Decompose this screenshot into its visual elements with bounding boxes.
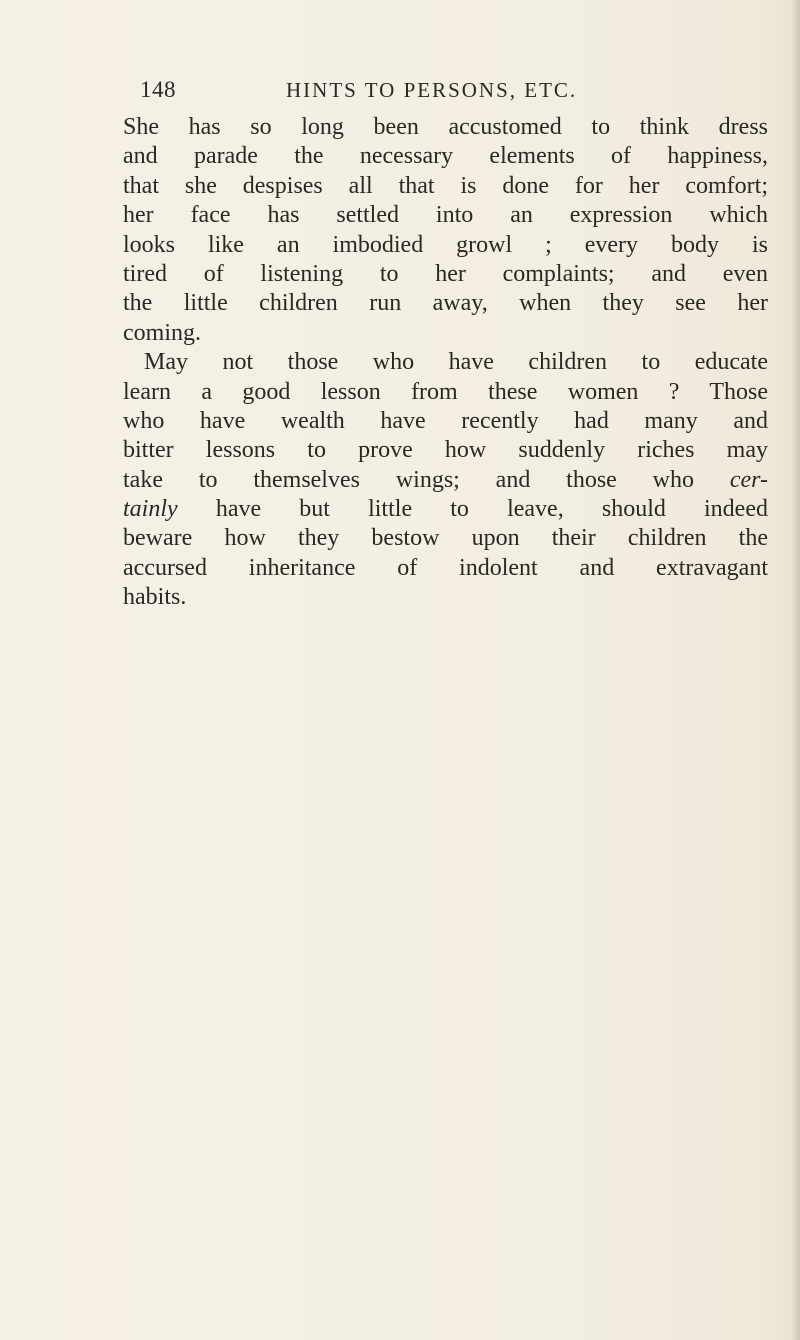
text-line: her face has settled into an expression which <box>123 202 768 229</box>
text-line: May not those who have children to educate <box>144 349 768 376</box>
text-line: the little children run away, when they see her <box>123 290 768 317</box>
page-header <box>140 72 660 108</box>
running-head: HINTS TO PERSONS, ETC. <box>286 78 578 102</box>
text-line: coming. <box>123 319 201 346</box>
text-line: She has so long been accustomed to think dress <box>123 114 768 140</box>
text-line: tired of listening to her complaints; and even <box>123 260 768 287</box>
text-line: accursed inheritance of indolent and extravagant <box>123 554 768 581</box>
page-edge-shadow <box>792 0 800 1340</box>
body-text <box>123 113 768 613</box>
text-line: beware how they bestow upon their children the <box>123 525 768 552</box>
text-line: looks like an imbodied growl ; every body is <box>123 231 768 258</box>
text-line-with-italic <box>123 466 768 495</box>
text-line: and parade the necessary elements of happiness, <box>123 143 768 170</box>
text-segment: take to themselves wings; and those who <box>123 466 694 493</box>
italic-word: cer- <box>729 466 768 493</box>
text-line: that she despises all that is done for her comfort; <box>123 172 768 199</box>
text-line: bitter lessons to prove how suddenly riches may <box>123 437 768 464</box>
text-line: who have wealth have recently had many and <box>123 407 768 434</box>
text-line-with-italic <box>123 495 768 524</box>
text-line: learn a good lesson from these women ? Those <box>123 378 768 405</box>
text-line: habits. <box>123 584 187 611</box>
italic-word: tainly <box>123 496 178 523</box>
page-number: 148 <box>140 77 176 102</box>
text-segment: have but little to leave, should indeed <box>215 496 768 523</box>
